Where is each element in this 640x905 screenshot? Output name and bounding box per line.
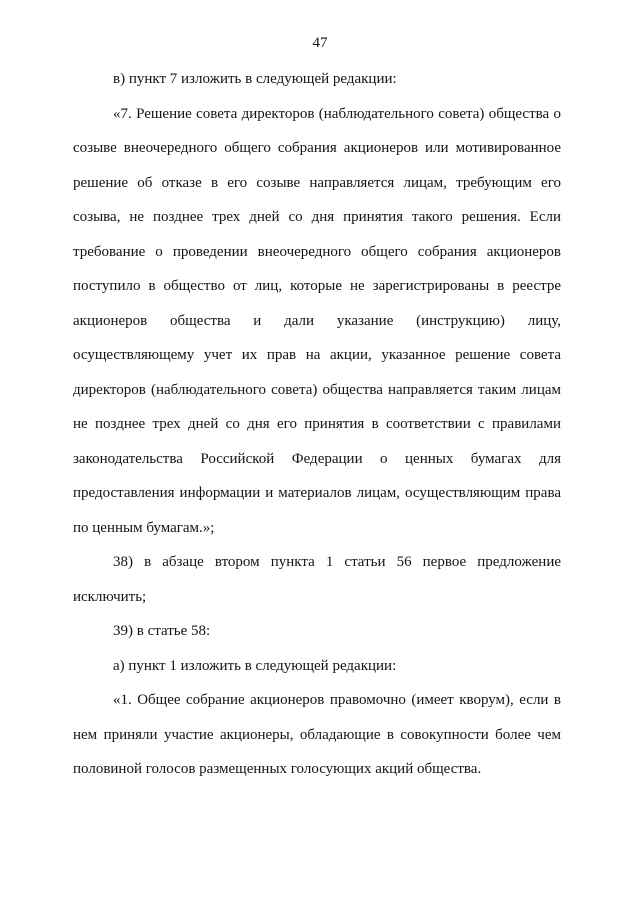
paragraph-item-38: 38) в абзаце втором пункта 1 статьи 56 первое предложение исключить;	[73, 554, 561, 605]
document-body	[73, 62, 561, 787]
paragraph-item-a-point-1: а) пункт 1 изложить в следующей редакции:	[113, 657, 397, 674]
paragraph-item-39: 39) в статье 58:	[113, 623, 211, 639]
paragraph-item-v-point-7: в) пункт 7 изложить в следующей редакции:	[113, 71, 397, 87]
page-number: 47	[312, 35, 328, 51]
paragraph-point-7-text: «7. Решение совета директоров (наблюдательного совета) общества о созыве внеочередного общего собрания акционеров или мотивированное решение об отказе в его созыве направляется лицам, требующим его созыва, не позднее трех дней со дня принятия такого решения. Если требование о проведении внеочередного общего собрания акционеров поступило в общество от лиц, которые не зарегистрированы в реестре акционеров общества и дали указание (инструкцию) лицу, осуществляющему учет их прав на акции, указанное решение совета директоров (наблюдательного совета) общества направляется таким лицам не позднее трех дней со дня его принятия в соответствии с правилами законодательства Российской Федерации о ценных бумагах для предоставления информации и материалов лицам, осуществляющим права по ценным бумагам.»;	[73, 105, 561, 536]
paragraph-point-1-text: «1. Общее собрание акционеров правомочно (имеет кворум), если в нем приняли участие акционеры, обладающие в совокупности более чем половиной голосов размещенных голосующих акций общества.	[73, 692, 561, 777]
